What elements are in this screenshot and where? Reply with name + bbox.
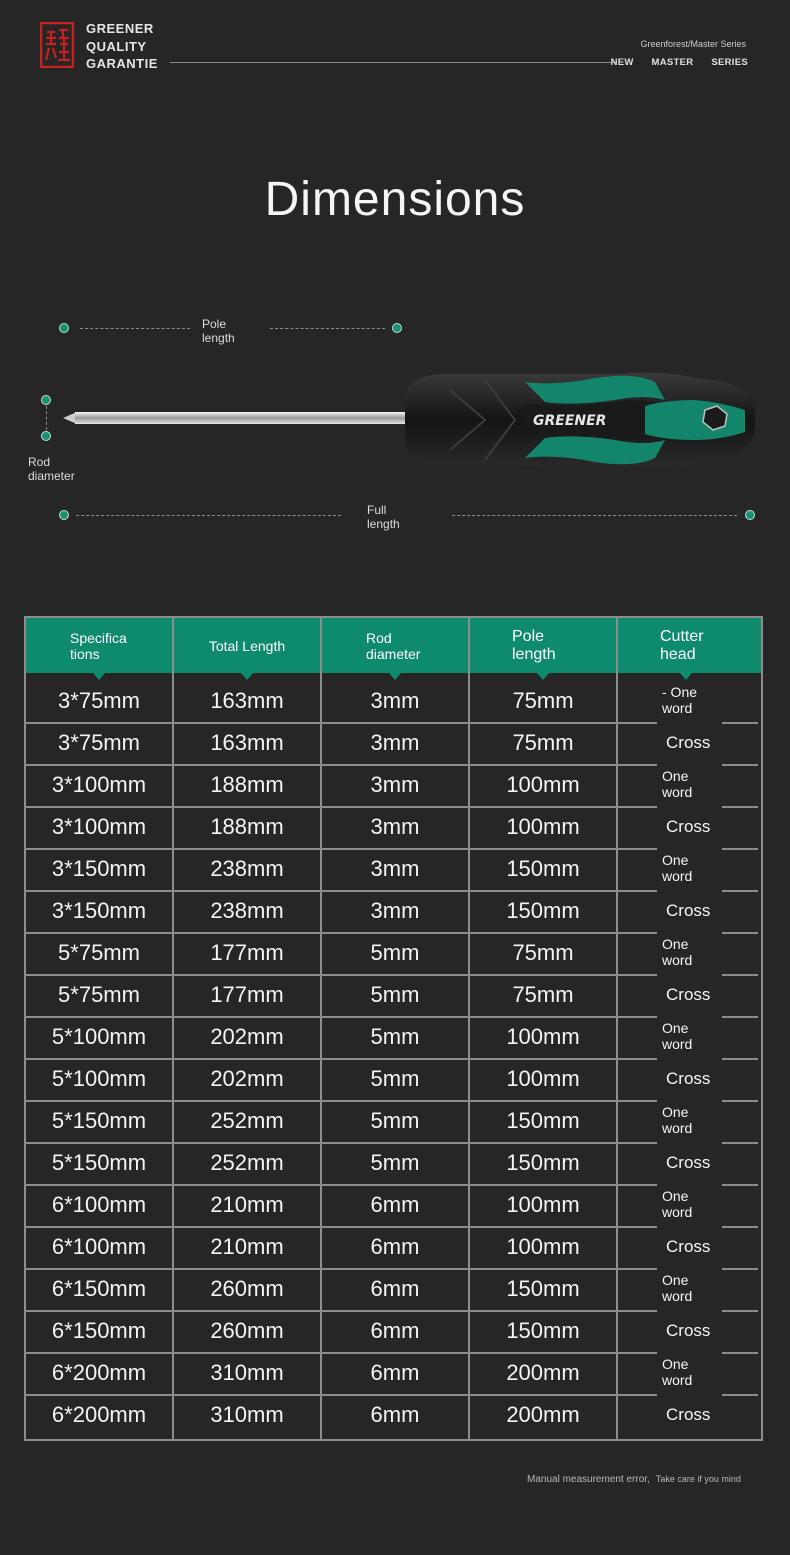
cell-cutter: Cross [666,817,711,836]
cell-rod: 5mm [370,1150,420,1175]
header-specifications [26,618,172,673]
table-row [26,680,761,722]
table-row [26,764,761,806]
cell-spec: 6*100mm [51,1234,147,1259]
cell-pole: 150mm [506,898,580,923]
pole-length-dashed-line-left [80,328,190,329]
table-row [26,1394,761,1436]
table-row [26,806,761,848]
cell-spec: 6*100mm [51,1192,147,1217]
footer-note-2: Take care if you mind [655,1474,741,1484]
cell-total: 177mm [210,982,284,1007]
cell-total: 202mm [210,1066,284,1091]
cell-total: 238mm [210,856,284,881]
cell-cutter: One word [662,1020,693,1052]
cell-spec: 5*100mm [51,1024,147,1049]
table-row [26,1142,761,1184]
table-row [26,1016,761,1058]
cell-cutter: Cross [666,1405,711,1424]
cell-spec: 3*100mm [51,772,147,797]
table-header [26,618,761,673]
cell-cutter: Cross [666,733,711,752]
cell-pole: 150mm [506,1318,580,1343]
page-title: Dimensions [264,173,526,226]
cell-pole: 150mm [506,1108,580,1133]
pole-length-end-dot [392,323,402,333]
rod-diameter-dashed-line [46,406,47,430]
cell-spec: 6*150mm [51,1276,147,1301]
cell-pole: 150mm [506,1276,580,1301]
header-divider [170,62,615,63]
full-length-start-dot [59,510,69,520]
cell-spec: 3*150mm [51,898,147,923]
cell-total: 252mm [210,1150,284,1175]
series-name: Greenforest/Master Series [640,39,746,49]
handle-brand-text: GREENER [533,413,607,429]
brand-line-2: QUALITY [86,38,147,54]
cell-pole: 75mm [512,982,574,1007]
table-row [26,1100,761,1142]
cell-pole: 150mm [506,856,580,881]
cell-cutter: One word [662,1272,693,1304]
cell-total: 188mm [210,772,284,797]
cell-rod: 6mm [370,1360,420,1385]
cell-pole: 100mm [506,1066,580,1091]
table-row [26,848,761,890]
cell-rod: 5mm [370,940,420,965]
cell-spec: 6*150mm [51,1318,147,1343]
cell-rod: 3mm [370,898,420,923]
cell-total: 163mm [210,730,284,755]
cell-rod: 5mm [370,1024,420,1049]
table-row [26,1352,761,1394]
pole-length-start-dot [59,323,69,333]
cell-pole: 200mm [506,1360,580,1385]
cell-spec: 6*200mm [51,1360,147,1385]
cell-cutter: Cross [666,1153,711,1172]
table-row [26,974,761,1016]
cell-rod: 3mm [370,856,420,881]
cell-pole: 200mm [506,1402,580,1427]
cell-spec: 6*200mm [51,1402,147,1427]
cell-cutter: Cross [666,1237,711,1256]
brand-line-3: GARANTIE [86,56,158,71]
rod-diameter-bottom-dot [41,431,51,441]
cell-spec: 3*75mm [58,688,140,713]
series-tag: NEW MASTER SERIES [610,57,748,68]
cell-rod: 6mm [370,1402,420,1427]
cell-cutter: One word [662,1104,693,1136]
footer-note [527,1474,741,1485]
table-row [26,1058,761,1100]
cell-rod: 5mm [370,1108,420,1133]
pole-length-dashed-line-right [270,328,385,329]
table-row [26,932,761,974]
cell-pole: 150mm [506,1150,580,1175]
header-cutter-head-label: Cutter head [660,627,704,663]
cell-rod: 6mm [370,1234,420,1259]
cell-total: 210mm [210,1234,284,1259]
cell-rod: 6mm [370,1276,420,1301]
cell-cutter: Cross [666,1069,711,1088]
cell-pole: 100mm [506,1234,580,1259]
cell-total: 210mm [210,1192,284,1217]
cell-total: 177mm [210,940,284,965]
cell-rod: 6mm [370,1318,420,1343]
cell-cutter: Cross [666,985,711,1004]
cell-rod: 3mm [370,730,420,755]
full-length-end-dot [745,510,755,520]
cell-spec: 5*75mm [58,982,140,1007]
pole-length-label: Pole length [202,317,235,345]
cell-pole: 75mm [512,688,574,713]
header-specifications-label: Specifica tions [70,629,127,662]
header-pole-length [470,618,616,673]
full-length-label: Full length [367,503,400,531]
header-pole-length-label: Pole length [512,627,556,663]
table-row [26,1226,761,1268]
cell-cutter: Cross [666,901,711,920]
cell-spec: 5*100mm [51,1066,147,1091]
table-row [26,1184,761,1226]
rod-diameter-label: Rod diameter [28,455,75,483]
brand-logo [40,22,74,68]
cell-cutter: - One word [662,684,698,716]
cell-rod: 3mm [370,772,420,797]
cell-rod: 3mm [370,814,420,839]
cell-spec: 5*150mm [51,1150,147,1175]
cell-pole: 75mm [512,730,574,755]
full-length-dashed-line-left [76,515,341,516]
cell-total: 188mm [210,814,284,839]
cell-rod: 5mm [370,982,420,1007]
cell-rod: 6mm [370,1192,420,1217]
cell-spec: 5*150mm [51,1108,147,1133]
header-total-length-label: Total Length [208,637,286,654]
brand-text [86,20,158,73]
cell-cutter: One word [662,1356,693,1388]
cell-total: 252mm [210,1108,284,1133]
cell-total: 163mm [210,688,284,713]
cell-rod: 3mm [370,688,420,713]
header-rod-diameter [322,618,468,673]
cell-cutter: Cross [666,1321,711,1340]
footer-note-1: Manual measurement error, [527,1474,650,1485]
cell-spec: 3*75mm [58,730,140,755]
cell-total: 202mm [210,1024,284,1049]
full-length-dashed-line-right [452,515,737,516]
cell-pole: 100mm [506,1024,580,1049]
cell-pole: 100mm [506,772,580,797]
cell-rod: 5mm [370,1066,420,1091]
cell-pole: 100mm [506,1192,580,1217]
table-row [26,1268,761,1310]
header-total-length [174,618,320,673]
header-rod-diameter-label: Rod diameter [366,629,421,662]
table-row [26,722,761,764]
rod-diameter-top-dot [41,395,51,405]
screwdriver-image [55,360,770,485]
cell-cutter: One word [662,936,693,968]
header-cutter-head [618,618,761,673]
cell-cutter: One word [662,1188,693,1220]
cell-total: 310mm [210,1402,284,1427]
dimensions-table [24,616,763,1441]
cell-cutter: One word [662,768,693,800]
cell-spec: 3*150mm [51,856,147,881]
brand-line-1: GREENER [86,21,154,36]
cell-spec: 5*75mm [58,940,140,965]
table-row [26,1310,761,1352]
cell-pole: 100mm [506,814,580,839]
cell-total: 238mm [210,898,284,923]
cell-total: 310mm [210,1360,284,1385]
cell-spec: 3*100mm [51,814,147,839]
cell-total: 260mm [210,1318,284,1343]
cell-total: 260mm [210,1276,284,1301]
cell-cutter: One word [662,852,693,884]
cell-pole: 75mm [512,940,574,965]
table-row [26,890,761,932]
